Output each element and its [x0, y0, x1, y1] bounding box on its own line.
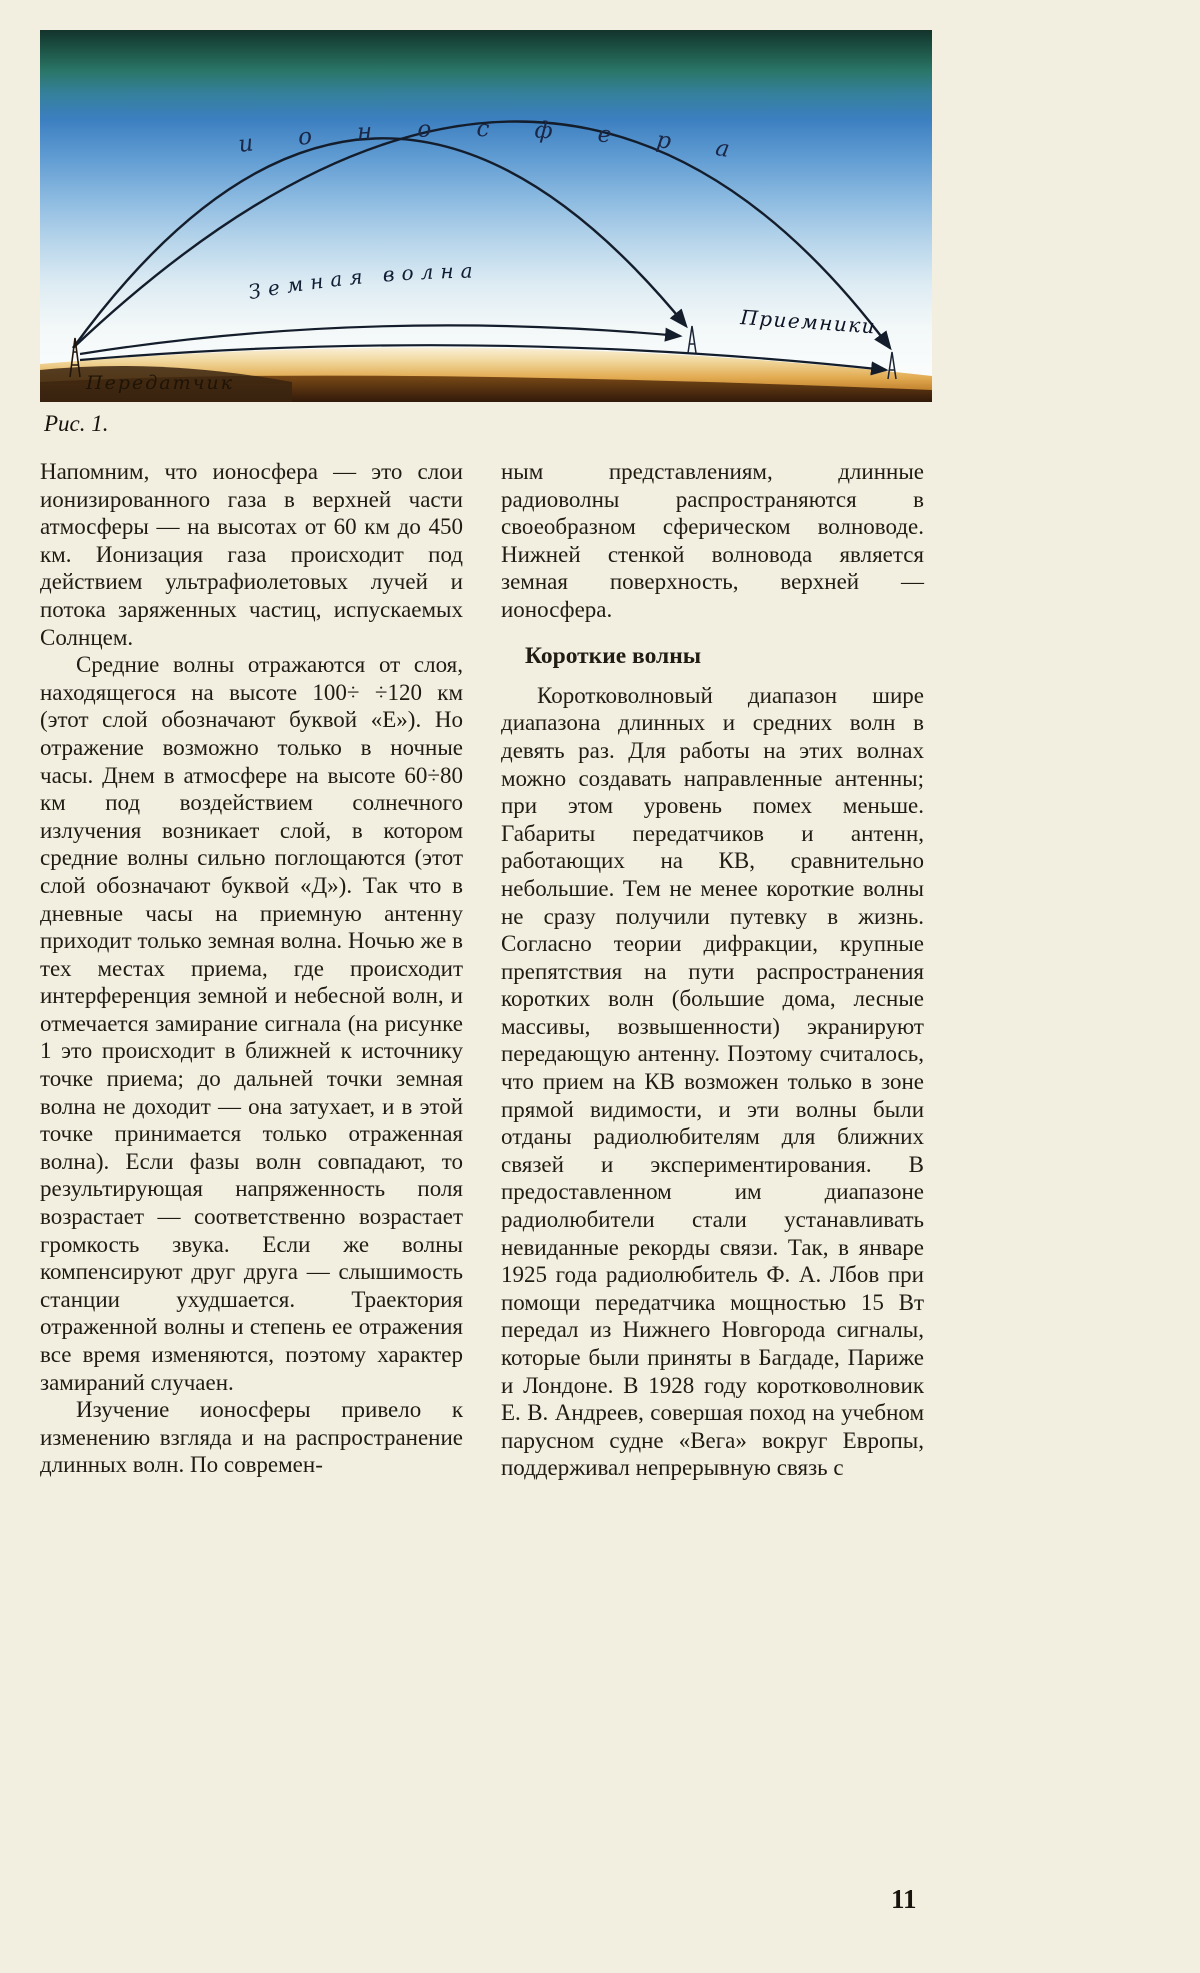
- ground-wave-label: Земная волна: [246, 258, 480, 305]
- section-heading: Короткие волны: [525, 642, 702, 669]
- left-column: [40, 458, 463, 1482]
- ionosphere-label: ионосфера: [236, 116, 776, 171]
- transmitter-label: Передатчик: [86, 372, 235, 394]
- figure-caption: Рис. 1.: [44, 411, 109, 436]
- right-column: [501, 458, 924, 1482]
- paragraph: Изучение ионосферы привело к изменению взгляда и на распространение длинных волн. По современ-: [40, 1397, 463, 1478]
- figure-1: [40, 30, 932, 402]
- paragraph: ным представлениям, длинные радиоволны распространяются в своеобразном сферическом волноводе. Нижней стенкой волновода является земная поверхность, верхней — ионосфера.: [501, 459, 924, 622]
- paragraph: Напомним, что ионосфера — это слои ионизированного газа в верхней части атмосферы — на высотах от 60 км до 450 км. Ионизация газа происходит под действием ультрафиолетовых лучей и потока заряженных частиц, испускаемых Солнцем.: [40, 459, 463, 650]
- receivers-label: Приемники: [739, 305, 877, 339]
- paragraph: Средние волны отражаются от слоя, находящегося на высоте 100÷ ÷120 км (этот слой обозначают буквой «Е»). Но отражение возможно только в ночные часы. Днем в атмосфере на высоте 60÷80 км под воздействием солнечного излучения возникает слой, в котором средние волны сильно поглощаются (этот слой обозначают буквой «Д»). Так что в дневные часы на приемную антенну приходит только земная волна. Ночью же в тех местах приема, где происходит интерференция земной и небесной волн, и отмечается замирание сигнала (на рисунке 1 это происходит в ближней к источнику точке приема; до дальней точки земная волна не доходит — она затухает, и в этой точке принимается только отраженная волна). Если фазы волн совпадают, то результирующая напряженность поля возрастает — соответственно возрастает громкость звука. Если же волны компенсируют друг друга — слышимость станции ухудшается. Траектория отраженной волны и степень ее отражения все время изменяются, поэтому характер замираний случаен.: [40, 652, 463, 1395]
- article-body: [40, 458, 924, 1482]
- page-number: 11: [891, 1884, 917, 1914]
- paragraph: Коротковолновый диапазон шире диапазона длинных и средних волн в девять раз. Для работы на этих волнах можно создавать направленные антенны; при этом уровень помех меньше. Габариты передатчиков и антенн, работающих на КВ, сравнительно небольшие. Тем не менее короткие волны не сразу получили путевку в жизнь. Согласно теории дифракции, крупные препятствия на пути распространения коротких волн (большие дома, лесные массивы, возвышенности) экранируют передающую антенну. Поэтому считалось, что прием на КВ возможен только в зоне прямой видимости, и эти волны были отданы радиолюбителям для ближних связей и экспериментирования. В предоставленном им диапазоне радиолюбители стали устанавливать невиданные рекорды связи. Так, в январе 1925 года радиолюбитель Ф. А. Лбов при помощи передатчика мощностью 15 Вт передал из Нижнего Новгорода сигналы, которые были приняты в Багдаде, Париже и Лондоне. В 1928 году коротковолновик Е. В. Андреев, совершая поход на учебном парусном судне «Вега» вокруг Европы, поддерживал непрерывную связь с: [501, 682, 924, 1481]
- ionosphere-diagram: [40, 30, 932, 402]
